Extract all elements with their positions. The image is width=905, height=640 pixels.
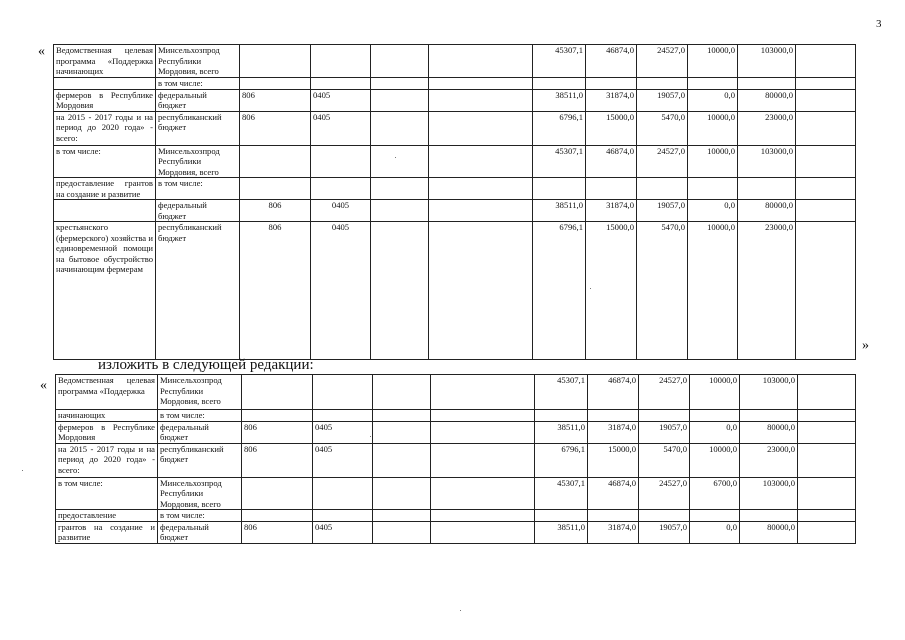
table-cell: 6796,1 <box>535 443 588 477</box>
table-cell: 24527,0 <box>637 45 688 78</box>
table-cell <box>738 78 796 90</box>
table-cell <box>429 145 533 178</box>
table-cell: 80000,0 <box>738 200 796 222</box>
table-cell: 19057,0 <box>637 89 688 111</box>
table-cell: 0405 <box>311 200 371 222</box>
table-cell: в том числе: <box>54 145 156 178</box>
table-cell: 38511,0 <box>533 89 586 111</box>
table-cell <box>311 78 371 90</box>
table-cell <box>313 410 373 422</box>
table-cell: 806 <box>240 89 311 111</box>
table-cell: 10000,0 <box>688 45 738 78</box>
table-cell <box>588 410 639 422</box>
table-cell: 38511,0 <box>535 521 588 543</box>
table-cell <box>798 521 856 543</box>
table-cell <box>431 443 535 477</box>
table-cell <box>311 145 371 178</box>
table-cell <box>429 45 533 78</box>
table-cell: Минсельхозпрод Республики Мордовия, всего <box>156 145 240 178</box>
table-cell: 103000,0 <box>738 45 796 78</box>
table-cell: 31874,0 <box>588 521 639 543</box>
table-cell: 10000,0 <box>690 443 740 477</box>
table-cell <box>535 410 588 422</box>
table-cell: Минсельхозпрод Республики Мордовия, всего <box>158 375 242 410</box>
table-cell: республиканский бюджет <box>156 222 240 360</box>
table-cell: 31874,0 <box>586 200 637 222</box>
table-cell <box>371 78 429 90</box>
table-cell: 45307,1 <box>535 375 588 410</box>
table-cell: 23000,0 <box>740 443 798 477</box>
table-cell <box>311 45 371 78</box>
table-cell: 806 <box>240 200 311 222</box>
table-cell: 31874,0 <box>586 89 637 111</box>
table-row <box>56 510 856 522</box>
table-cell: федеральный бюджет <box>158 521 242 543</box>
table-row <box>56 410 856 422</box>
table-cell <box>740 510 798 522</box>
table-cell <box>796 111 856 145</box>
table-cell: 0405 <box>311 222 371 360</box>
table-cell <box>429 89 533 111</box>
table-cell <box>242 477 313 510</box>
table-cell: 46874,0 <box>586 45 637 78</box>
table-cell: 5470,0 <box>639 443 690 477</box>
table-cell: 24527,0 <box>637 145 688 178</box>
table-row <box>56 477 856 510</box>
table-cell <box>798 421 856 443</box>
table-cell: 5470,0 <box>637 222 688 360</box>
table-row <box>56 443 856 477</box>
table-cell <box>796 78 856 90</box>
table-cell: крестьянского (фермерского) хозяйства и единовременной помощи на бытовое обустройство начинающим фермерам <box>54 222 156 360</box>
table-cell: федеральный бюджет <box>158 421 242 443</box>
table-cell <box>242 510 313 522</box>
table-cell <box>240 45 311 78</box>
table-cell: 0405 <box>313 421 373 443</box>
table-cell <box>796 200 856 222</box>
table-cell <box>639 410 690 422</box>
table-cell: 6700,0 <box>690 477 740 510</box>
table-cell <box>796 45 856 78</box>
table-row <box>54 78 856 90</box>
table-cell: 46874,0 <box>588 477 639 510</box>
table-cell <box>429 78 533 90</box>
table-cell: 0405 <box>311 111 371 145</box>
table-cell: 103000,0 <box>740 477 798 510</box>
table-cell: Ведомственная целевая программа «Поддержка начинающих <box>54 45 156 78</box>
table-cell <box>798 375 856 410</box>
table-cell <box>240 145 311 178</box>
budget-table-old <box>53 44 856 360</box>
table-cell <box>54 78 156 90</box>
table-cell <box>533 78 586 90</box>
table-cell <box>373 510 431 522</box>
table-cell <box>798 510 856 522</box>
table-cell: 806 <box>240 111 311 145</box>
table-cell <box>240 178 311 200</box>
table-cell: в том числе: <box>156 178 240 200</box>
table-cell <box>798 477 856 510</box>
table-cell <box>373 410 431 422</box>
table-cell <box>371 45 429 78</box>
closing-quote: » <box>862 338 869 353</box>
table-cell: 0405 <box>313 443 373 477</box>
table-cell <box>588 510 639 522</box>
table-cell: 46874,0 <box>586 145 637 178</box>
table-cell: федеральный бюджет <box>156 200 240 222</box>
table-cell: 23000,0 <box>738 111 796 145</box>
table-cell <box>373 375 431 410</box>
table-cell <box>429 178 533 200</box>
table-cell: 0,0 <box>690 421 740 443</box>
table-cell: 806 <box>240 222 311 360</box>
table-cell <box>242 410 313 422</box>
table-cell: 38511,0 <box>535 421 588 443</box>
table-cell: 10000,0 <box>688 222 738 360</box>
table-cell <box>431 521 535 543</box>
table-cell: 103000,0 <box>740 375 798 410</box>
table-row <box>56 421 856 443</box>
table-cell: предоставление <box>56 510 158 522</box>
table-cell <box>371 222 429 360</box>
table-cell: грантов на создание и развитие <box>56 521 158 543</box>
table-cell <box>373 421 431 443</box>
table-cell: 103000,0 <box>738 145 796 178</box>
table-cell <box>796 178 856 200</box>
table-row <box>54 145 856 178</box>
table-cell: Ведомственная целевая программа «Поддержка <box>56 375 158 410</box>
table-cell: 5470,0 <box>637 111 688 145</box>
table-cell <box>313 375 373 410</box>
table-cell <box>796 222 856 360</box>
table-cell <box>431 410 535 422</box>
table-row <box>56 521 856 543</box>
table-cell <box>740 410 798 422</box>
table-cell: 80000,0 <box>738 89 796 111</box>
table-cell <box>637 178 688 200</box>
table-cell: 0405 <box>311 89 371 111</box>
table-cell <box>429 222 533 360</box>
table-cell: федеральный бюджет <box>156 89 240 111</box>
table-row <box>54 200 856 222</box>
table-cell <box>798 410 856 422</box>
table-cell: 0,0 <box>688 200 738 222</box>
table-cell <box>54 200 156 222</box>
table-cell: в том числе: <box>158 410 242 422</box>
table-cell: в том числе: <box>56 477 158 510</box>
table-cell: 80000,0 <box>740 521 798 543</box>
table-cell: 23000,0 <box>738 222 796 360</box>
table-cell: 10000,0 <box>688 145 738 178</box>
opening-quote-1: « <box>38 44 45 59</box>
table-cell: 0405 <box>313 521 373 543</box>
table-cell: 806 <box>242 521 313 543</box>
table-cell: предоставление грантов на создание и развитие <box>54 178 156 200</box>
table-cell: 19057,0 <box>639 421 690 443</box>
table-cell <box>431 477 535 510</box>
table-cell: 24527,0 <box>639 477 690 510</box>
table-cell: 10000,0 <box>690 375 740 410</box>
table-cell <box>313 510 373 522</box>
budget-table-new <box>55 374 856 544</box>
table-cell <box>690 410 740 422</box>
table-cell: 45307,1 <box>533 145 586 178</box>
table-row <box>54 222 856 360</box>
table-cell: 46874,0 <box>588 375 639 410</box>
table-cell: Минсельхозпрод Республики Мордовия, всего <box>156 45 240 78</box>
opening-quote-2: « <box>40 378 47 393</box>
table-cell <box>242 375 313 410</box>
table-cell: 24527,0 <box>639 375 690 410</box>
table-cell <box>431 421 535 443</box>
table-cell: 31874,0 <box>588 421 639 443</box>
table-cell <box>431 510 535 522</box>
table-cell: в том числе: <box>156 78 240 90</box>
table-cell: начинающих <box>56 410 158 422</box>
table-cell: фермеров в Республике Мордовия <box>56 421 158 443</box>
table-cell: 15000,0 <box>588 443 639 477</box>
table-cell <box>371 178 429 200</box>
table-row <box>54 89 856 111</box>
table-cell: на 2015 - 2017 годы и на период до 2020 года» - всего: <box>56 443 158 477</box>
table-cell: 0,0 <box>688 89 738 111</box>
table-cell <box>429 111 533 145</box>
table-cell <box>690 510 740 522</box>
table-row <box>56 375 856 410</box>
page-number: 3 <box>876 18 882 30</box>
table-cell <box>431 375 535 410</box>
table-cell: в том числе: <box>158 510 242 522</box>
table-cell: 0,0 <box>690 521 740 543</box>
table-cell <box>533 178 586 200</box>
table-cell <box>371 145 429 178</box>
table-cell <box>535 510 588 522</box>
table-cell <box>373 521 431 543</box>
table-cell: 15000,0 <box>586 111 637 145</box>
table-cell <box>373 477 431 510</box>
table-cell <box>688 78 738 90</box>
table-cell <box>371 200 429 222</box>
table-cell <box>688 178 738 200</box>
table-cell: 19057,0 <box>637 200 688 222</box>
table-cell: 6796,1 <box>533 222 586 360</box>
table-cell <box>373 443 431 477</box>
table-cell <box>586 78 637 90</box>
table-cell: 15000,0 <box>586 222 637 360</box>
table-cell <box>796 145 856 178</box>
table-cell <box>738 178 796 200</box>
table-row <box>54 45 856 78</box>
table-cell <box>371 89 429 111</box>
table-cell: 45307,1 <box>533 45 586 78</box>
table-cell <box>637 78 688 90</box>
table-cell <box>240 78 311 90</box>
table-cell: 19057,0 <box>639 521 690 543</box>
table-cell: 6796,1 <box>533 111 586 145</box>
table-cell: 38511,0 <box>533 200 586 222</box>
table-cell: на 2015 - 2017 годы и на период до 2020 года» - всего: <box>54 111 156 145</box>
table-cell: 806 <box>242 421 313 443</box>
table-cell: республиканский бюджет <box>156 111 240 145</box>
table-cell <box>313 477 373 510</box>
table-cell <box>798 443 856 477</box>
table-cell: республиканский бюджет <box>158 443 242 477</box>
table-cell <box>429 200 533 222</box>
table-cell <box>586 178 637 200</box>
table-cell <box>311 178 371 200</box>
table-cell <box>371 111 429 145</box>
table-cell: 806 <box>242 443 313 477</box>
table-cell: Минсельхозпрод Республики Мордовия, всего <box>158 477 242 510</box>
table-cell <box>796 89 856 111</box>
table-row <box>54 111 856 145</box>
section-heading: изложить в следующей редакции: <box>98 357 314 373</box>
table-row <box>54 178 856 200</box>
table-cell: 10000,0 <box>688 111 738 145</box>
table-cell: 80000,0 <box>740 421 798 443</box>
table-cell: фермеров в Республике Мордовия <box>54 89 156 111</box>
table-cell: 45307,1 <box>535 477 588 510</box>
table-cell <box>639 510 690 522</box>
